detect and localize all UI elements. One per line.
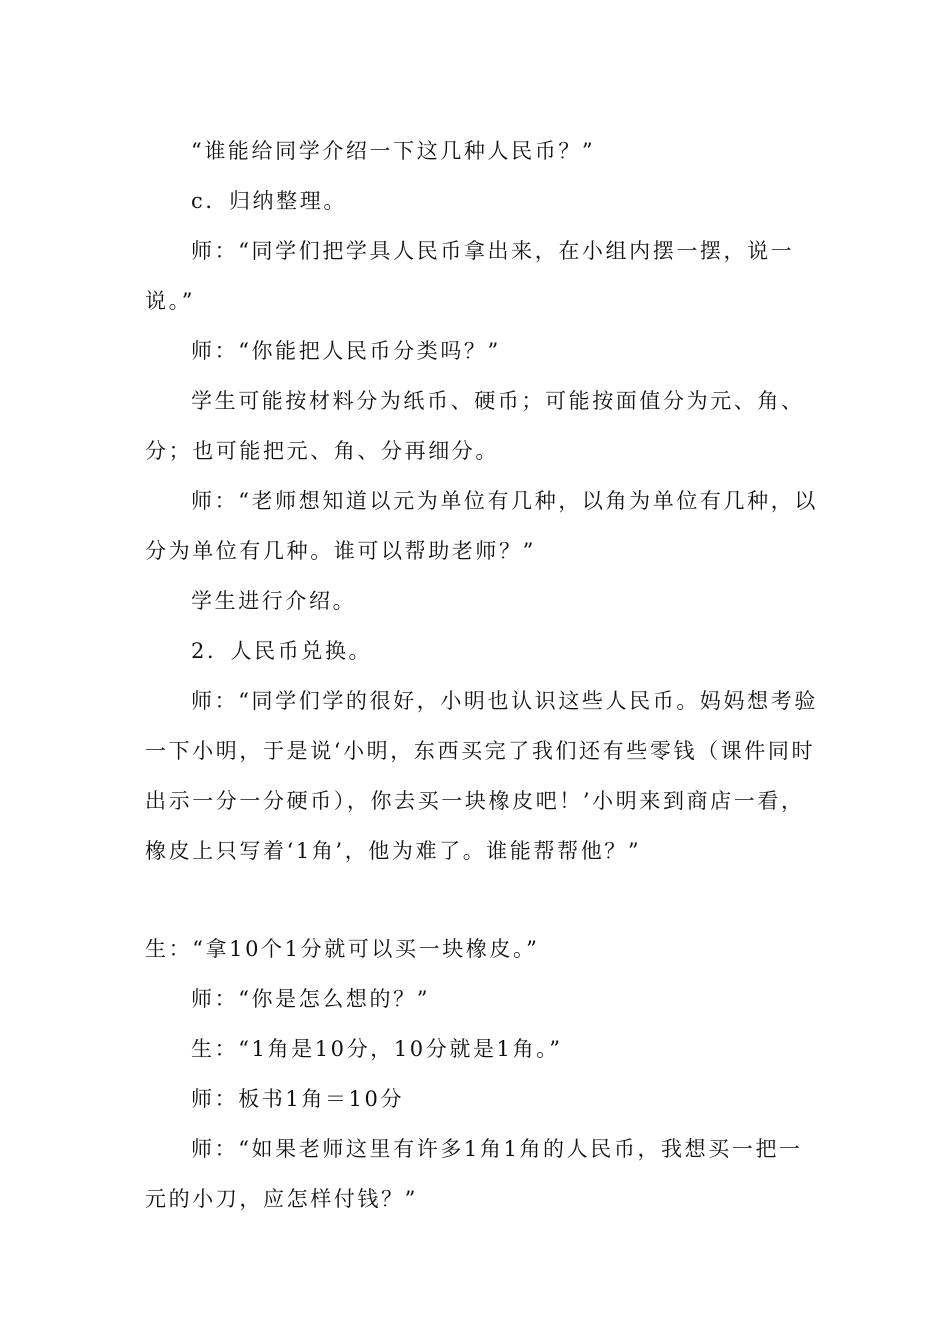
paragraph-line: 师：“同学们把学具人民币拿出来，在小组内摆一摆，说一: [191, 239, 795, 263]
paragraph-line: 师：“同学们学的很好，小明也认识这些人民币。妈妈想考验: [191, 689, 818, 713]
paragraph-line: 生：“1角是10分，10分就是1角。”: [191, 1037, 563, 1061]
paragraph-line: 一下小明，于是说‘小明，东西买完了我们还有些零钱（课件同时: [145, 739, 816, 763]
paragraph-line: 师：板书1角＝10分: [191, 1087, 405, 1111]
paragraph-line: 说。”: [145, 289, 196, 313]
paragraph-line: 橡皮上只写着‘1角’，他为难了。谁能帮帮他？”: [145, 839, 642, 863]
paragraph-line: 师：“你是怎么想的？”: [191, 987, 431, 1011]
paragraph-line: 出示一分一分硬币），你去买一块橡皮吧！’小明来到商店一看，: [145, 789, 805, 813]
paragraph-line: 师：“如果老师这里有许多1角1角的人民币，我想买一把一: [191, 1137, 803, 1161]
paragraph-line: 生：“拿10个1分就可以买一块橡皮。”: [145, 937, 540, 961]
paragraph-line: 分为单位有几种。谁可以帮助老师？”: [145, 539, 536, 563]
paragraph-line: 学生进行介绍。: [191, 589, 357, 613]
paragraph-line: 分；也可能把元、角、分再细分。: [145, 439, 499, 463]
paragraph-line: 师：“你能把人民币分类吗？”: [191, 339, 501, 363]
paragraph-line: “谁能给同学介绍一下这几种人民币？”: [191, 139, 596, 163]
paragraph-line: 学生可能按材料分为纸币、硬币；可能按面值分为元、角、: [191, 389, 805, 413]
paragraph-line: c．归纳整理。: [191, 189, 347, 213]
paragraph-line: 师：“老师想知道以元为单位有几种，以角为单位有几种，以: [191, 489, 818, 513]
paragraph-line: 2．人民币兑换。: [191, 639, 373, 663]
paragraph-line: 元的小刀，应怎样付钱？”: [145, 1187, 418, 1211]
